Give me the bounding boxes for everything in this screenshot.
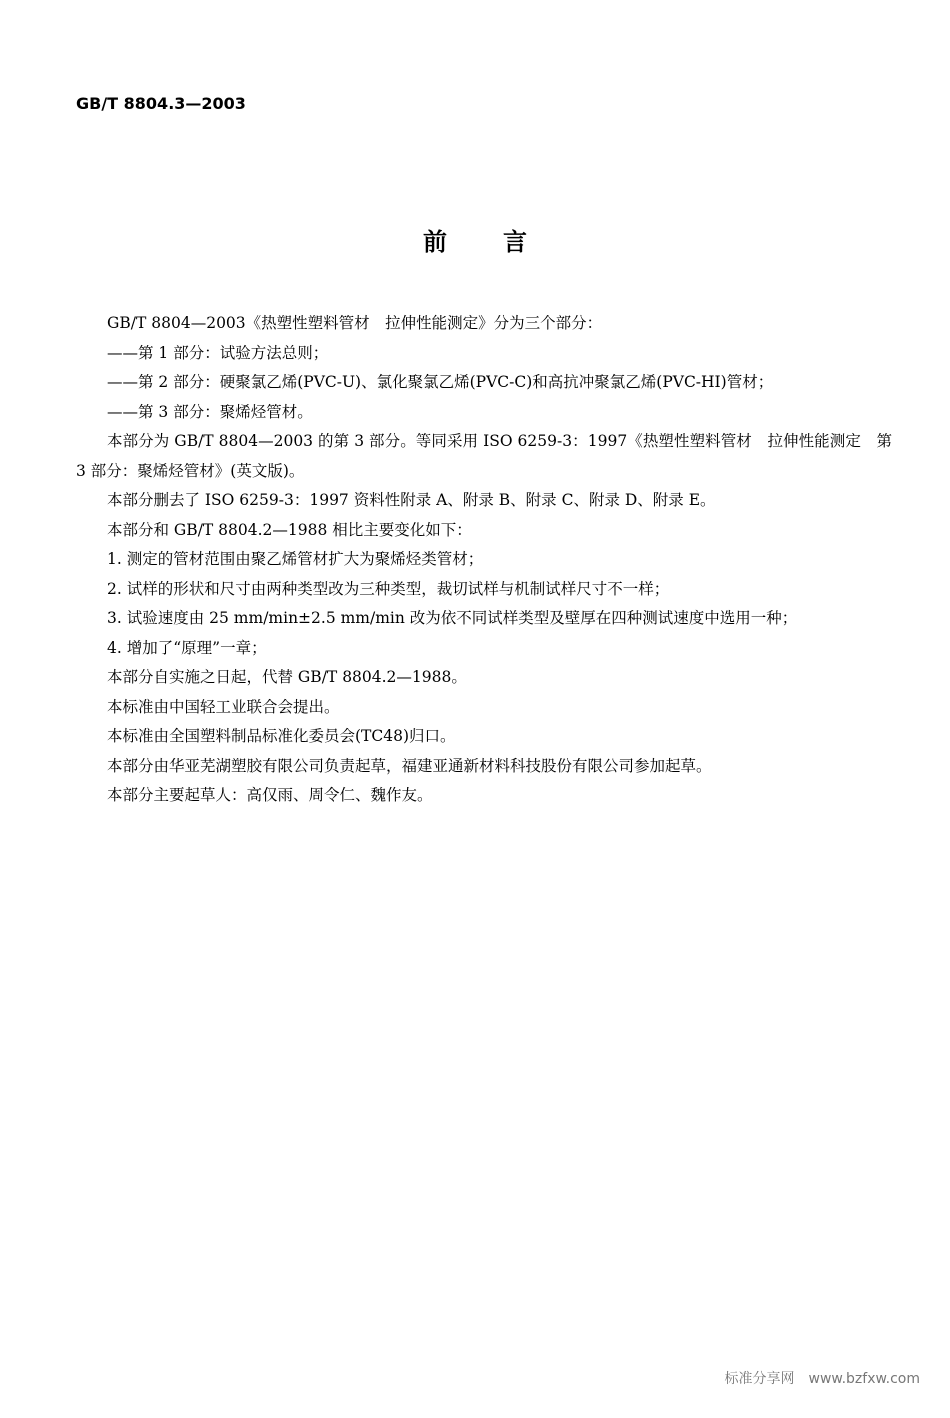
paragraph-intro: GB/T 8804—2003《热塑性塑料管材 拉伸性能测定》分为三个部分： bbox=[107, 314, 603, 332]
paragraph-drafted-by: 本部分由华亚芜湖塑胶有限公司负责起草，福建亚通新材料科技股份有限公司参加起草。 bbox=[107, 756, 712, 775]
paragraph-replaces: 本部分自实施之日起，代替 GB/T 8804.2—1988。 bbox=[107, 668, 467, 686]
paragraph-adoption: 本部分为 GB/T 8804—2003 的第 3 部分。等同采用 ISO 6259-3：1997《热塑性塑料管材 拉伸性能测定 第 3 部分：聚烯烃管材》(英文版)。 bbox=[76, 432, 892, 480]
watermark-text: 标准分享网 www.bzfxw.com bbox=[724, 1371, 920, 1387]
paragraph-proposed-by: 本标准由中国轻工业联合会提出。 bbox=[107, 697, 340, 716]
paragraph-deleted-annexes: 本部分删去了 ISO 6259-3：1997 资料性附录 A、附录 B、附录 C、附录 D、附录 E。 bbox=[107, 491, 716, 509]
standard-code: GB/T 8804.3—2003 bbox=[76, 94, 246, 113]
change-item-1: 1. 测定的管材范围由聚乙烯管材扩大为聚烯烃类管材； bbox=[107, 550, 484, 568]
paragraph-centralized-by: 本标准由全国塑料制品标准化委员会(TC48)归口。 bbox=[107, 727, 456, 745]
change-item-2: 2. 试样的形状和尺寸由两种类型改为三种类型，裁切试样与机制试样尺寸不一样； bbox=[107, 579, 670, 598]
list-item-part-1: ——第 1 部分：试验方法总则； bbox=[107, 343, 329, 362]
list-item-part-2: ——第 2 部分：硬聚氯乙烯(PVC-U)、氯化聚氯乙烯(PVC-C)和高抗冲聚氯乙烯(PVC-HI)管材； bbox=[107, 373, 774, 391]
paragraph-drafters: 本部分主要起草人：高仅雨、周令仁、魏作友。 bbox=[107, 786, 433, 804]
paragraph-changes-intro: 本部分和 GB/T 8804.2—1988 相比主要变化如下： bbox=[107, 520, 472, 539]
body-text bbox=[76, 309, 892, 811]
page-title: 前言 bbox=[423, 228, 583, 256]
change-item-4: 4. 增加了“原理”一章； bbox=[107, 638, 267, 657]
change-item-3: 3. 试验速度由 25 mm/min±2.5 mm/min 改为依不同试样类型及壁厚在四种测试速度中选用一种； bbox=[107, 609, 798, 627]
list-item-part-3: ——第 3 部分：聚烯烃管材。 bbox=[107, 402, 313, 421]
